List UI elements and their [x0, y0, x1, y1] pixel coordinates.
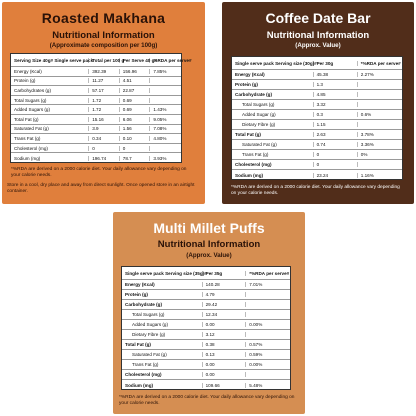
coffee-panel	[222, 2, 414, 204]
table-row	[232, 70, 402, 80]
makhana-panel	[2, 2, 205, 204]
table-cell: Saturated Fat (g)	[11, 126, 89, 131]
table-cell: Single serve pack Serving size (35g)#	[122, 271, 203, 276]
millet-panel	[113, 212, 305, 414]
table-row	[232, 80, 402, 90]
table-cell: 3.12	[203, 332, 247, 337]
table-row	[11, 144, 181, 154]
table-cell: Energy (Kcal)	[122, 282, 203, 287]
table-cell: Trans Fat (g)	[122, 362, 203, 367]
table-cell: 3.32	[314, 102, 358, 107]
table-header-row	[122, 267, 290, 280]
table-cell: 1.56	[120, 126, 151, 131]
makhana-nutrition-table	[10, 53, 192, 163]
table-row	[122, 320, 290, 330]
table-cell: Dietary Fibre (g)	[232, 122, 314, 127]
table-row	[232, 160, 402, 170]
table-cell: Protein (g)	[122, 292, 203, 297]
table-cell: Sodium (mg)	[122, 383, 203, 388]
table-cell: 0.59%	[249, 352, 263, 357]
table-cell: 0.57%	[249, 342, 263, 347]
table-cell: 78.7	[120, 156, 151, 161]
table-cell: 1.43%	[153, 107, 167, 113]
table-cell: 3.36%	[360, 142, 374, 147]
table-cell: 0.00	[203, 322, 247, 327]
table-cell: Serving Size 40g# Single serve pack	[11, 58, 89, 63]
table-cell: Total per 100 g	[89, 58, 120, 63]
table-cell: *%RDA per serve#	[360, 60, 401, 66]
table-row	[122, 290, 290, 300]
table-cell: 0.69	[120, 98, 151, 103]
table-row	[122, 380, 290, 390]
table-row	[232, 130, 402, 140]
table-cell: 0.00	[203, 362, 247, 367]
table-cell: 15.16	[89, 117, 120, 122]
table-cell: 0.00	[203, 372, 247, 377]
table-cell: 4.51	[120, 78, 151, 83]
table-row	[122, 330, 290, 340]
table-cell: 29.42	[203, 302, 247, 307]
coffee-title: Coffee Date Bar	[265, 10, 371, 26]
table-row	[11, 153, 181, 163]
table-row	[122, 350, 290, 360]
table-row	[122, 360, 290, 370]
table-cell: Energy (Kcal)	[11, 69, 89, 74]
table-row	[232, 150, 402, 160]
table-cell: Saturated Fat (g)	[122, 352, 203, 357]
table-row	[232, 120, 402, 130]
millet-title: Multi Millet Puffs	[153, 220, 265, 236]
coffee-subnote: (Approx. Value)	[295, 42, 341, 49]
table-cell: Carbohydrate (g)	[122, 302, 203, 307]
table-cell: 1.72	[89, 107, 120, 112]
table-header-row	[232, 57, 402, 70]
table-row	[122, 370, 290, 380]
table-row	[11, 67, 181, 77]
table-row	[232, 90, 402, 100]
table-cell: 0.74	[314, 142, 358, 147]
table-cell: 0.00%	[249, 362, 263, 367]
table-header-row	[11, 54, 192, 67]
table-row	[122, 310, 290, 320]
makhana-subtitle: Nutritional Information	[52, 30, 155, 41]
table-cell: 5.48%	[249, 382, 263, 388]
table-row	[11, 105, 181, 115]
table-row	[11, 134, 181, 144]
table-cell: 4.79	[203, 292, 247, 297]
table-cell: Cholesterol (mg)	[232, 162, 314, 167]
table-row	[122, 280, 290, 290]
table-cell: 0%	[360, 152, 368, 157]
table-row	[11, 86, 181, 96]
table-row	[232, 170, 402, 180]
table-cell: 0	[314, 162, 358, 167]
table-cell: Energy (Kcal)	[232, 72, 314, 77]
table-cell: 196.74	[89, 156, 120, 161]
table-cell: 1.3	[314, 82, 358, 87]
table-row	[11, 125, 181, 135]
makhana-subnote: (Approximate composition per 100g)	[49, 42, 158, 49]
table-cell: 109.66	[203, 383, 247, 388]
table-cell: 23.24	[314, 173, 358, 178]
coffee-nutrition-table	[231, 56, 403, 180]
table-cell: Cholesterol (mg)	[122, 372, 203, 377]
table-cell: Sodium (mg)	[232, 173, 314, 178]
table-cell: 0.3	[314, 112, 358, 117]
table-cell: Protein (g)	[11, 78, 89, 83]
table-cell: 1.16%	[360, 172, 374, 178]
table-cell: Total Sugars (g)	[122, 312, 203, 317]
table-cell: 4.85	[314, 92, 358, 97]
table-cell: 0.10	[120, 136, 151, 141]
table-cell: 0.38	[203, 342, 247, 347]
table-cell: 0	[120, 146, 151, 151]
table-cell: Protein (g)	[232, 82, 314, 87]
table-cell: Total Fat (g)	[122, 342, 203, 347]
table-cell: Per 35g	[203, 271, 247, 276]
table-row	[11, 115, 181, 125]
table-cell: 0.6%	[360, 112, 372, 117]
table-cell: 0.34	[89, 136, 120, 141]
table-cell: 1.15	[314, 122, 358, 127]
table-cell: 2.63	[314, 132, 358, 137]
table-cell: Trans Fat (g)	[11, 136, 89, 141]
table-cell: %RDA per serve#	[153, 57, 192, 63]
table-cell: 4.80%	[153, 135, 167, 141]
coffee-subtitle: Nutritional Information	[266, 30, 370, 41]
table-cell: Per 30g	[314, 61, 358, 66]
table-cell: 12.34	[203, 312, 247, 317]
makhana-footnote: *%RDA are derived on a 2000 calorie diet. Your daily allowance vary depending on your calorie needs.	[11, 167, 187, 178]
table-cell: 0.13	[203, 352, 247, 357]
table-cell: 2.27%	[360, 72, 374, 77]
table-row	[122, 340, 290, 350]
table-cell: Total Fat (g)	[232, 132, 314, 137]
table-cell: Total Sugars (g)	[232, 102, 314, 107]
millet-subtitle: Nutritional Information	[157, 239, 261, 250]
table-cell: Per Serve 40 g#	[120, 58, 151, 63]
table-cell: 140.28	[203, 282, 247, 287]
table-cell: 7.85%	[153, 68, 167, 74]
makhana-title: Roasted Makhana	[41, 10, 166, 26]
table-cell: 7.01%	[249, 282, 263, 287]
table-cell: 3.78%	[360, 132, 374, 137]
coffee-footnote: *%RDA are derived on a 2000 calorie diet. Your daily allowance vary depending on your calorie needs.	[231, 185, 400, 196]
table-row	[11, 96, 181, 106]
table-row	[232, 140, 402, 150]
table-cell: 1.72	[89, 98, 120, 103]
table-cell: 0	[314, 152, 358, 157]
table-cell: Added Sugars (g)	[122, 322, 203, 327]
table-cell: 6.06	[120, 117, 151, 122]
table-cell: 9.05%	[153, 116, 167, 122]
table-cell: *%RDA per serve#	[249, 270, 290, 276]
table-cell: Single serve pack Serving size (30g)#	[232, 61, 314, 66]
makhana-storage-note: Store in a cool, dry place and away from direct sunlight. Once opened store in an airtight container.	[7, 183, 195, 194]
millet-footnote: *%RDA are derived on a 2000 calorie diet. Your daily allowance vary depending on your calorie needs.	[119, 395, 295, 406]
table-cell: 156.96	[120, 69, 151, 74]
table-cell: 392.39	[89, 69, 120, 74]
millet-nutrition-table	[121, 266, 291, 390]
table-cell: Dietary Fibre (g)	[122, 332, 203, 337]
table-cell: 11.27	[89, 78, 120, 83]
table-cell: 3.93%	[153, 155, 167, 161]
table-row	[232, 110, 402, 120]
table-cell: Total Sugars (g)	[11, 98, 89, 103]
table-cell: 45.38	[314, 72, 358, 77]
table-cell: Carbohydrates (g)	[11, 88, 89, 93]
table-cell: Added Sugar (g)	[232, 112, 314, 117]
table-cell: Trans Fat (g)	[232, 152, 314, 157]
millet-subnote: (Approx. Value)	[186, 252, 232, 259]
table-row	[122, 300, 290, 310]
table-cell: 0.69	[120, 107, 151, 112]
table-cell: 0	[89, 146, 120, 151]
table-cell: Total Fat (g)	[11, 117, 89, 122]
table-cell: 7.08%	[153, 126, 167, 132]
table-cell: 22.87	[120, 88, 151, 93]
table-cell: Saturated Fat (g)	[232, 142, 314, 147]
table-row	[11, 77, 181, 87]
table-cell: Added Sugars (g)	[11, 107, 89, 112]
table-cell: 3.9	[89, 126, 120, 131]
table-cell: 0.00%	[249, 322, 263, 327]
table-cell: 57.17	[89, 88, 120, 93]
table-cell: Carbohydrate (g)	[232, 92, 314, 97]
table-row	[232, 100, 402, 110]
table-cell: Cholesterol (mg)	[11, 146, 89, 151]
table-cell: Sodium (mg)	[11, 156, 89, 161]
